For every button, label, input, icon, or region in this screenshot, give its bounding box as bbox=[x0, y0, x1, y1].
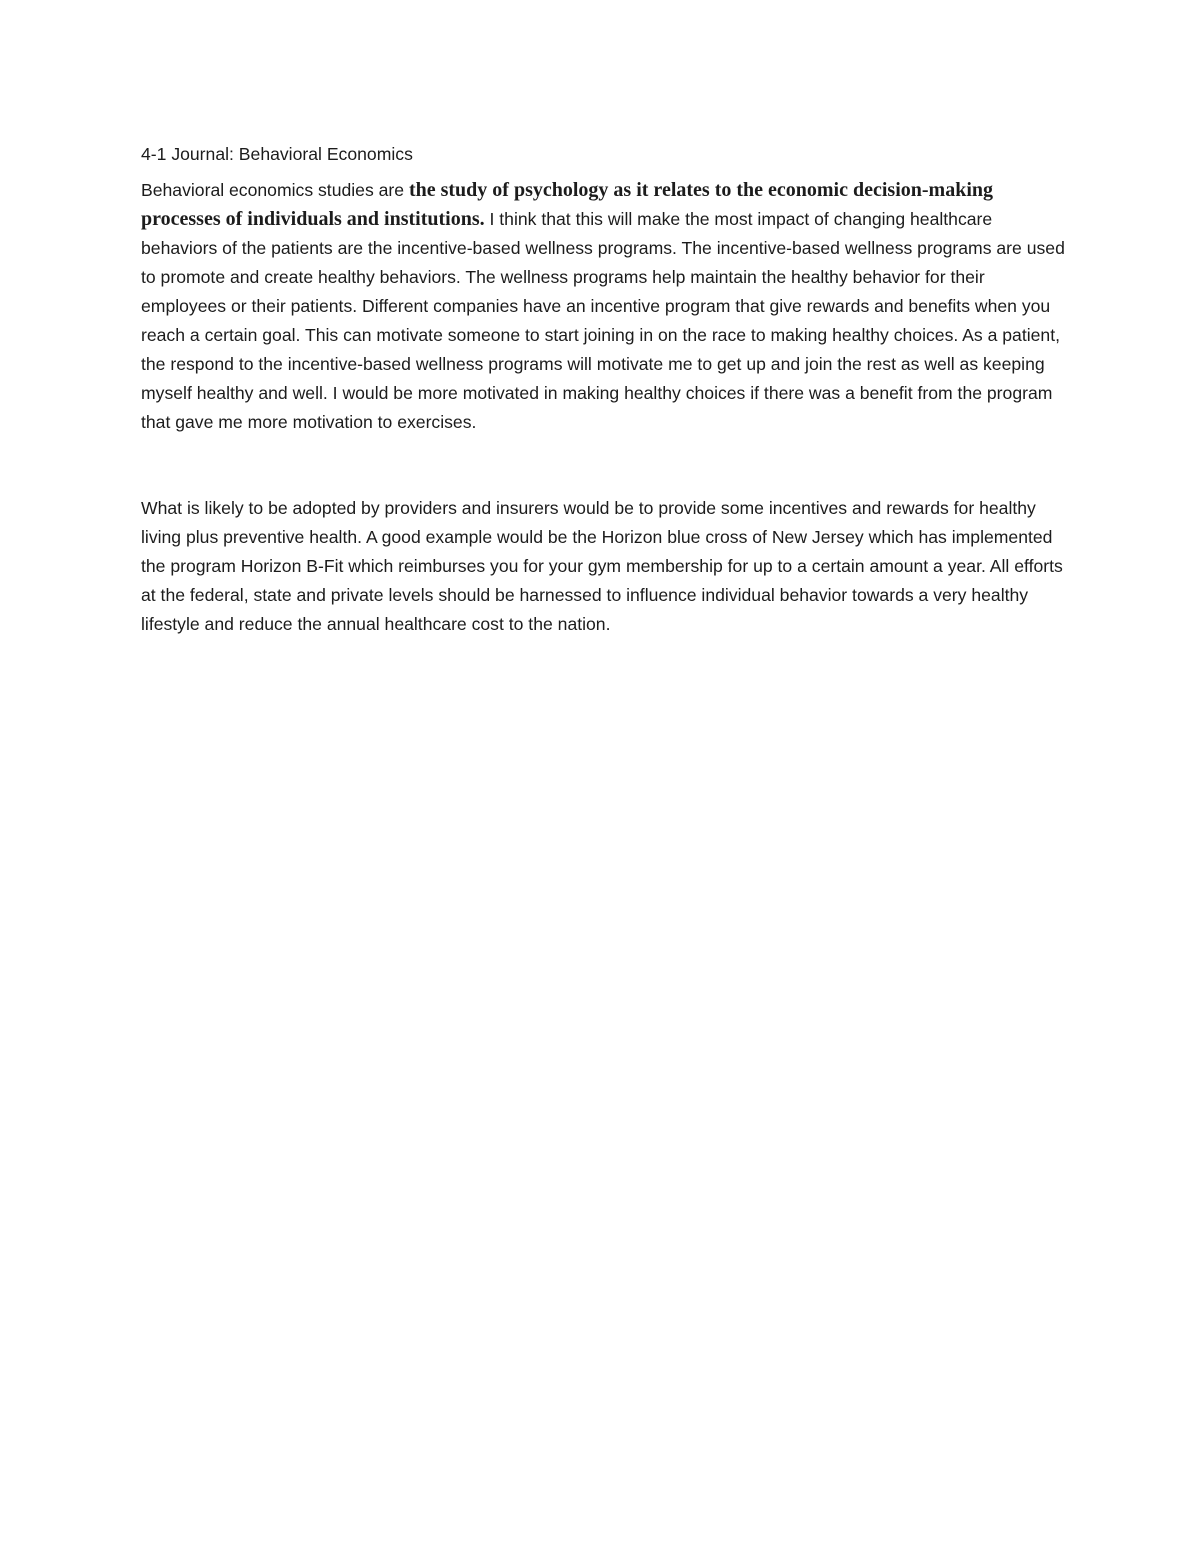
document-title: 4-1 Journal: Behavioral Economics bbox=[141, 144, 413, 164]
document-body bbox=[141, 140, 1066, 639]
paragraph-providers-insurers: What is likely to be adopted by providers and insurers would be to provide some incentives and rewards for healthy living plus preventive health. A good example would be the Horizon blue cross of New Jersey which has implemented the program Horizon B-Fit which reimburses you for your gym membership for up to a certain amount a year. All efforts at the federal, state and private levels should be harnessed to influence individual behavior towards a very healthy lifestyle and reduce the annual healthcare cost to the nation. bbox=[141, 498, 1063, 634]
paragraph-1-lead: Behavioral economics studies are bbox=[141, 180, 409, 200]
paragraph-1-emphasis: the study of psychology as it relates to the economic decision-making processes of individuals and institutions. bbox=[141, 179, 994, 230]
paragraph-1-rest: I think that this will make the most impact of changing healthcare behaviors of the patients are the incentive-based wellness programs. The incentive-based wellness programs are used to promote and create healthy behaviors. The wellness programs help maintain the healthy behavior for their employees or their patients. Different companies have an incentive program that give rewards and benefits when you reach a certain goal. This can motivate someone to start joining in on the race to making healthy choices. As a patient, the respond to the incentive-based wellness programs will motivate me to get up and join the rest as well as keeping myself healthy and well. I would be more motivated in making healthy choices if there was a benefit from the program that gave me more motivation to exercises. bbox=[141, 209, 1065, 432]
paragraph-behavioral-economics bbox=[141, 176, 1066, 437]
